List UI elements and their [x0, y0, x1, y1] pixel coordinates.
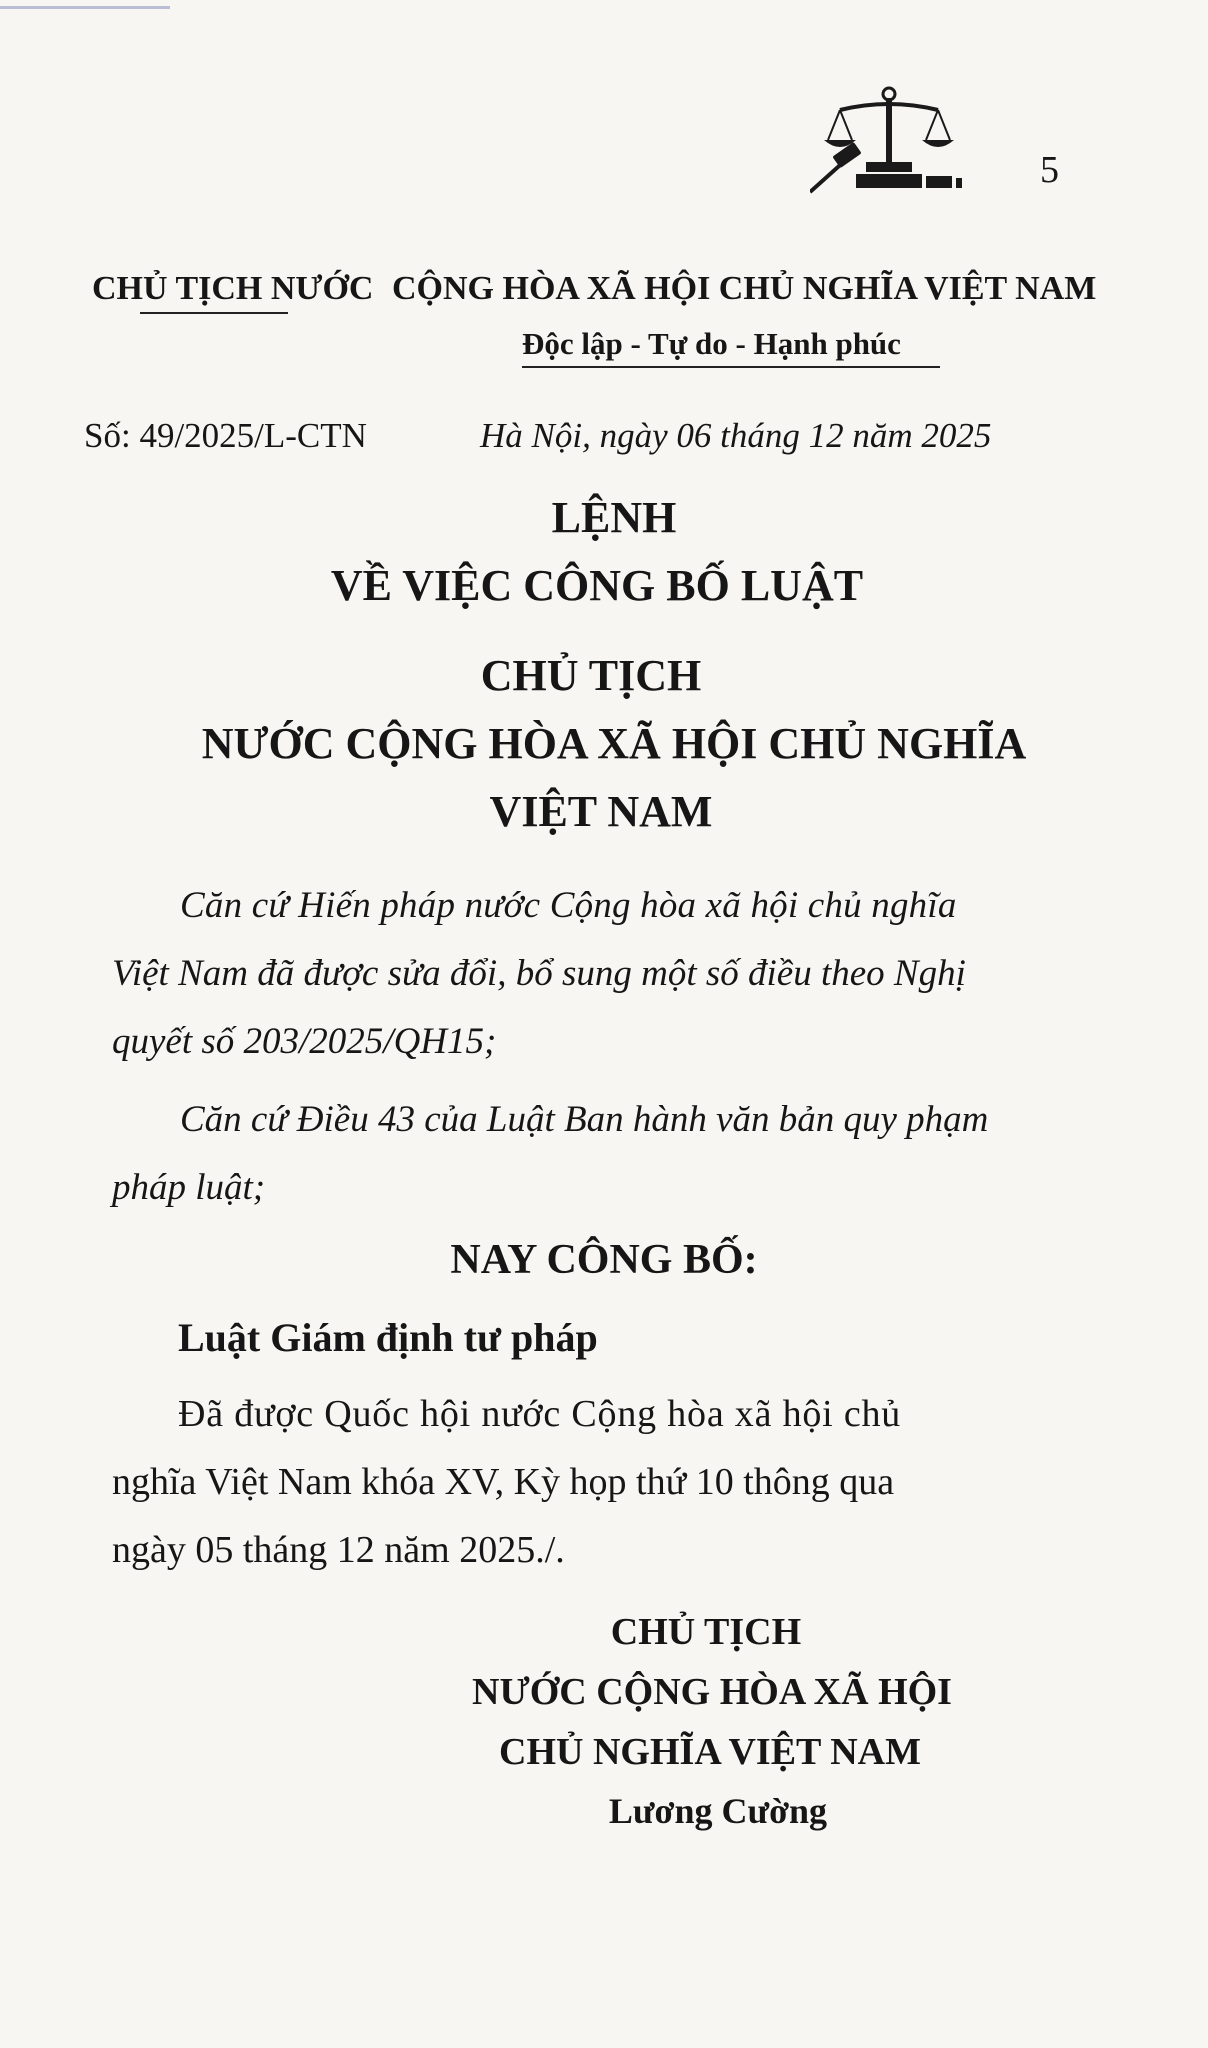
issuing-authority: CHỦ TỊCH NƯỚC [92, 270, 374, 307]
signatory-name: Lương Cường [608, 1791, 828, 1831]
law-name: Luật Giám định tư pháp [178, 1315, 598, 1360]
signature-title-line-3: CHỦ NGHĨA VIỆT NAM [499, 1731, 921, 1773]
place-and-date: Hà Nội, ngày 06 tháng 12 năm 2025 [480, 416, 992, 455]
document-title: LỆNH [551, 493, 677, 542]
signature-title-line-1: CHỦ TỊCH [610, 1611, 802, 1653]
scan-edge-line [0, 6, 170, 9]
body-line-3: ngày 05 tháng 12 năm 2025./. [112, 1529, 565, 1571]
national-motto: Độc lập - Tự do - Hạnh phúc [522, 326, 901, 361]
announcement-heading: NAY CÔNG BỐ: [450, 1237, 758, 1283]
body-line-2: nghĩa Việt Nam khóa XV, Kỳ họp thứ 10 thông qua [112, 1461, 895, 1503]
basis-paragraph-2-line-1: Căn cứ Điều 43 của Luật Ban hành văn bản quy phạm [180, 1099, 989, 1140]
page-number: 5 [1040, 149, 1059, 191]
national-title: CỘNG HÒA XÃ HỘI CHỦ NGHĨA VIỆT NAM [392, 270, 1097, 307]
basis-paragraph-1-line-2: Việt Nam đã được sửa đổi, bổ sung một số điều theo Nghị [112, 953, 966, 994]
body-line-1: Đã được Quốc hội nước Cộng hòa xã hội chủ [178, 1393, 902, 1435]
basis-paragraph-1-line-3: quyết số 203/2025/QH15; [112, 1021, 497, 1062]
basis-paragraph-1-line-1: Căn cứ Hiến pháp nước Cộng hòa xã hội chủ nghĩa [180, 885, 957, 926]
basis-paragraph-2-line-2: pháp luật; [112, 1167, 266, 1208]
issuer-title-line-3: VIỆT NAM [489, 787, 713, 836]
scales-of-justice-gavel-icon [810, 84, 970, 196]
motto-underline [522, 366, 940, 368]
document-subtitle: VỀ VIỆC CÔNG BỐ LUẬT [330, 561, 864, 610]
issuer-title-line-1: CHỦ TỊCH [480, 651, 702, 700]
document-number: Số: 49/2025/L-CTN [84, 416, 367, 455]
signature-title-line-2: NƯỚC CỘNG HÒA XÃ HỘI [472, 1671, 952, 1713]
authority-underline [140, 312, 288, 314]
issuer-title-line-2: NƯỚC CỘNG HÒA XÃ HỘI CHỦ NGHĨA [201, 719, 1027, 768]
